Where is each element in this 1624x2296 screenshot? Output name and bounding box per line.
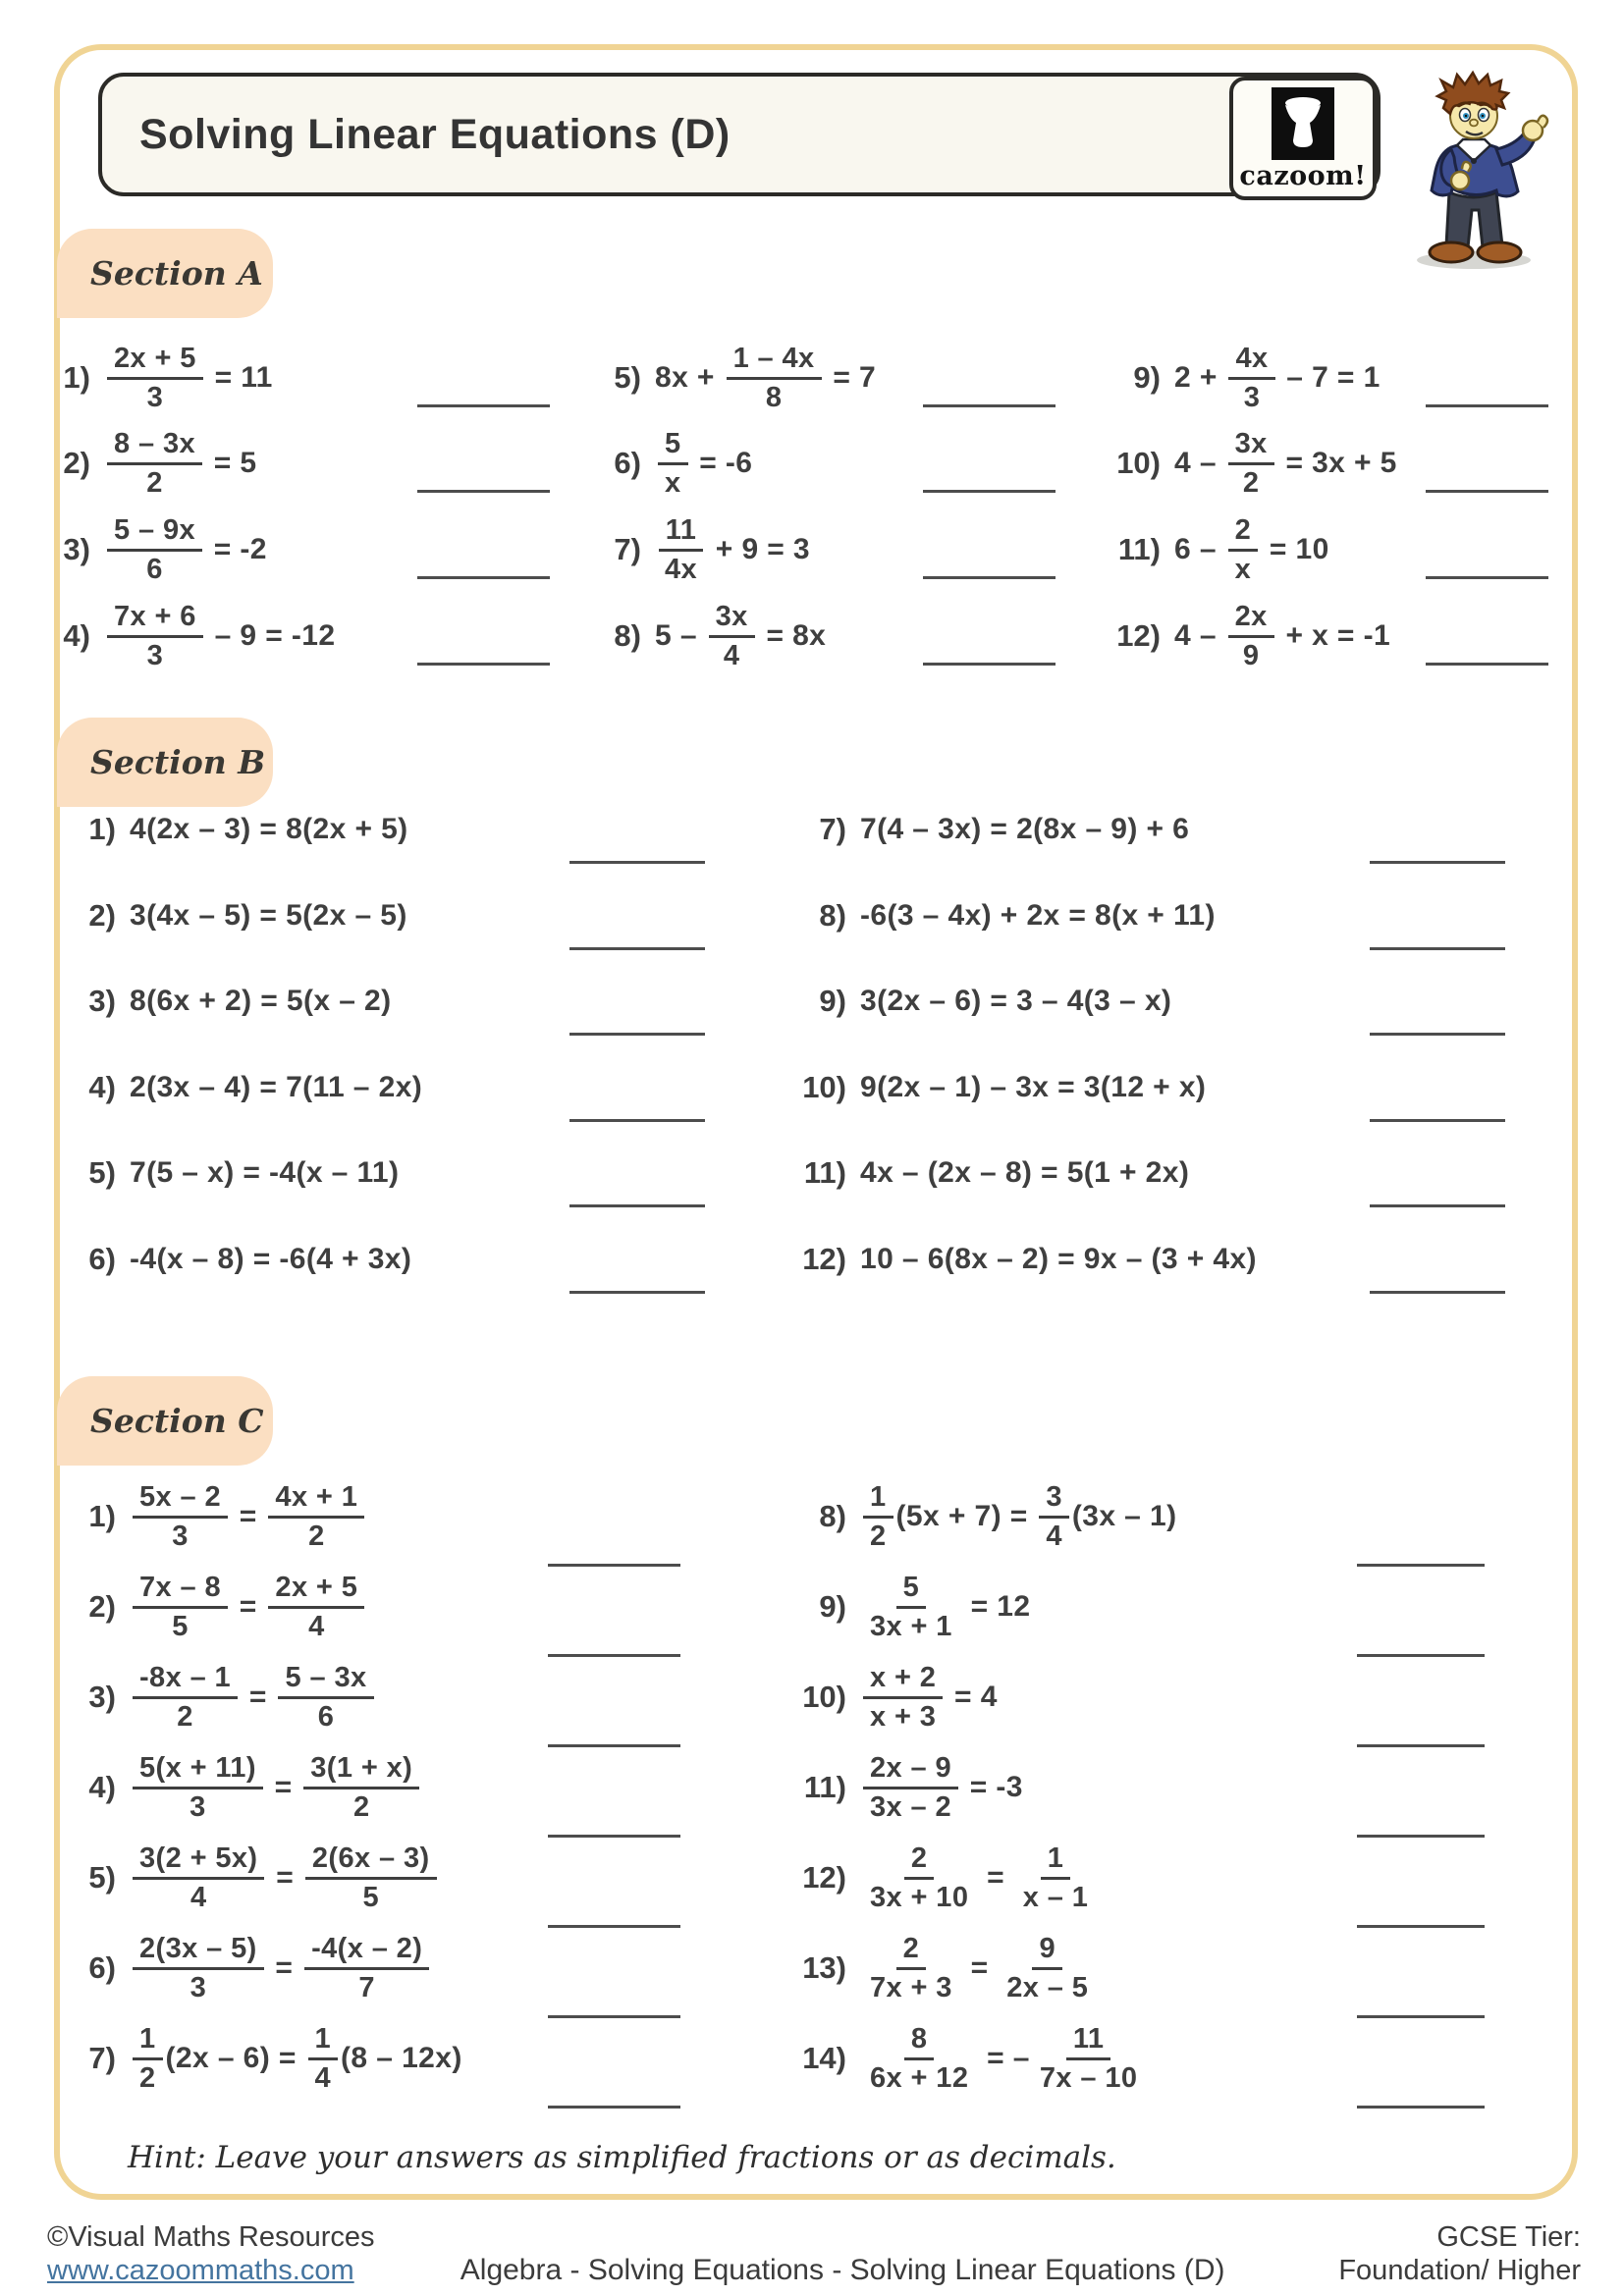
equation: $\frac{2}{7x + 3}$ = $\frac{9}{2x - 5}$ bbox=[860, 1933, 1098, 2003]
fraction: $\frac{3(1 + x)}{2}$ bbox=[303, 1752, 419, 1823]
equation: $\frac{1}{2}$ (5x + 7) = $\frac{3}{4}$ (3x – 1) bbox=[860, 1481, 1176, 1552]
fraction: $\frac{2x + 5}{4}$ bbox=[268, 1572, 364, 1642]
problem-number: 6) bbox=[614, 446, 641, 480]
fraction: $\frac{-4(x - 2)}{7}$ bbox=[304, 1933, 429, 2003]
equation: 2 + $\frac{4x}{3}$ – 7 = 1 bbox=[1174, 343, 1380, 413]
website-link[interactable]: www.cazoommaths.com bbox=[47, 2255, 354, 2286]
fraction: $\frac{4x + 1}{2}$ bbox=[268, 1481, 364, 1552]
equation: 4(2x – 3) = 8(2x + 5) bbox=[130, 813, 408, 845]
equation: $\frac{5(x + 11)}{3}$ = $\frac{3(1 + x)}{2}$ bbox=[130, 1752, 422, 1823]
fraction: $\frac{5 - 3x}{6}$ bbox=[278, 1662, 373, 1733]
problem-number: 1) bbox=[88, 812, 116, 846]
fraction: $\frac{7x + 6}{3}$ bbox=[107, 601, 203, 671]
fraction: $\frac{1}{2}$ bbox=[133, 2023, 163, 2094]
answer-line[interactable] bbox=[548, 2015, 680, 2018]
answer-line[interactable] bbox=[1357, 2106, 1485, 2109]
fraction: $\frac{5}{x}$ bbox=[658, 428, 688, 499]
equation: $\frac{8 - 3x}{2}$ = 5 bbox=[104, 428, 257, 499]
problem-number: 8) bbox=[614, 618, 641, 653]
problem-number: 11) bbox=[803, 1770, 846, 1804]
answer-line[interactable] bbox=[548, 1564, 680, 1567]
fraction: $\frac{2x}{9}$ bbox=[1228, 601, 1274, 671]
fraction: $\frac{3(2 + 5x)}{4}$ bbox=[133, 1842, 264, 1913]
problem-number: 5) bbox=[88, 1155, 116, 1190]
problem-number: 7) bbox=[819, 812, 846, 846]
problem-number: 12) bbox=[802, 1860, 846, 1895]
equation: 8x + $\frac{1 - 4x}{8}$ = 7 bbox=[655, 343, 877, 413]
fraction: $\frac{11}{7x - 10}$ bbox=[1039, 2023, 1138, 2094]
answer-line[interactable] bbox=[548, 1654, 680, 1657]
footer-category: Algebra - Solving Equations - Solving Linear Equations (D) bbox=[460, 2254, 1225, 2286]
problem-number: 9) bbox=[819, 984, 846, 1018]
fraction: $\frac{1 - 4x}{8}$ bbox=[727, 343, 822, 413]
equation: 5 – $\frac{3x}{4}$ = 8x bbox=[655, 601, 827, 671]
equation: 3(2x – 6) = 3 – 4(3 – x) bbox=[860, 985, 1172, 1017]
fraction: $\frac{1}{x - 1}$ bbox=[1022, 1842, 1089, 1913]
answer-line[interactable] bbox=[1357, 2015, 1485, 2018]
fraction: $\frac{2}{7x + 3}$ bbox=[870, 1933, 952, 2003]
fraction: $\frac{3x}{4}$ bbox=[709, 601, 755, 671]
answer-line[interactable] bbox=[548, 1925, 680, 1928]
equation: $\frac{7x + 6}{3}$ – 9 = -12 bbox=[104, 601, 335, 671]
fraction: $\frac{5x - 2}{3}$ bbox=[133, 1481, 228, 1552]
page-title: Solving Linear Equations (D) bbox=[139, 110, 731, 158]
equation: 4x – (2x – 8) = 5(1 + 2x) bbox=[860, 1156, 1190, 1189]
equation: -4(x – 8) = -6(4 + 3x) bbox=[130, 1243, 412, 1275]
problem-number: 7) bbox=[614, 532, 641, 566]
equation: 3(4x – 5) = 5(2x – 5) bbox=[130, 899, 407, 932]
fraction: $\frac{2(3x - 5)}{3}$ bbox=[133, 1933, 264, 2003]
problem-number: 3) bbox=[88, 1680, 116, 1714]
equation: $\frac{2(3x - 5)}{3}$ = $\frac{-4(x - 2)}{7}$ bbox=[130, 1933, 432, 2003]
fraction: $\frac{2(6x - 3)}{5}$ bbox=[305, 1842, 437, 1913]
fraction: $\frac{x + 2}{x + 3}$ bbox=[863, 1662, 943, 1733]
equation: $\frac{1}{2}$ (2x – 6) = $\frac{1}{4}$ (8 – 12x) bbox=[130, 2023, 462, 2094]
problem-number: 1) bbox=[88, 1499, 116, 1533]
equation: $\frac{-8x - 1}{2}$ = $\frac{5 - 3x}{6}$ bbox=[130, 1662, 377, 1733]
fraction: $\frac{2}{x}$ bbox=[1228, 514, 1259, 585]
equation: $\frac{5}{3x + 1}$ = 12 bbox=[860, 1572, 1030, 1642]
fraction: $\frac{9}{2x - 5}$ bbox=[1006, 1933, 1089, 2003]
problem-number: 9) bbox=[819, 1589, 846, 1624]
problem-number: 2) bbox=[88, 1589, 116, 1624]
problem-number: 4) bbox=[88, 1770, 116, 1804]
fraction: $\frac{1}{4}$ bbox=[308, 2023, 339, 2094]
problem-number: 12) bbox=[802, 1242, 846, 1276]
equation: 4 – $\frac{3x}{2}$ = 3x + 5 bbox=[1174, 428, 1397, 499]
equation: $\frac{5x - 2}{3}$ = $\frac{4x + 1}{2}$ bbox=[130, 1481, 367, 1552]
problem-number: 12) bbox=[1116, 618, 1161, 653]
fraction: $\frac{3x}{2}$ bbox=[1228, 428, 1274, 499]
problem-number: 9) bbox=[1133, 360, 1161, 395]
answer-line[interactable] bbox=[1357, 1835, 1485, 1838]
equation: $\frac{11}{4x}$ + 9 = 3 bbox=[655, 514, 810, 585]
problem-number: 6) bbox=[88, 1242, 116, 1276]
problem-number: 2) bbox=[88, 898, 116, 933]
problem-item bbox=[61, 2004, 462, 2112]
fraction: $\frac{2x - 9}{3x - 2}$ bbox=[863, 1752, 958, 1823]
section-a-label: Section A bbox=[90, 254, 263, 293]
equation: 8(6x + 2) = 5(x – 2) bbox=[130, 985, 392, 1017]
answer-line[interactable] bbox=[1357, 1564, 1485, 1567]
fraction: $\frac{5(x + 11)}{3}$ bbox=[133, 1752, 263, 1823]
equation: $\frac{7x - 8}{5}$ = $\frac{2x + 5}{4}$ bbox=[130, 1572, 367, 1642]
equation: 7(4 – 3x) = 2(8x – 9) + 6 bbox=[860, 813, 1190, 845]
problem-number: 10) bbox=[802, 1070, 846, 1104]
problem-number: 14) bbox=[802, 2041, 846, 2075]
logo-wordmark: cazoom! bbox=[1239, 161, 1367, 191]
section-c-label: Section C bbox=[90, 1402, 264, 1440]
equation: 7(5 – x) = -4(x – 11) bbox=[130, 1156, 400, 1189]
fraction: $\frac{7x - 8}{5}$ bbox=[133, 1572, 228, 1642]
problem-number: 7) bbox=[88, 2041, 116, 2075]
equation: $\frac{5 - 9x}{6}$ = -2 bbox=[104, 514, 267, 585]
answer-line[interactable] bbox=[1357, 1925, 1485, 1928]
equation: -6(3 – 4x) + 2x = 8(x + 11) bbox=[860, 899, 1216, 932]
fraction: $\frac{-8x - 1}{2}$ bbox=[133, 1662, 238, 1733]
problem-number: 4) bbox=[88, 1070, 116, 1104]
fraction: $\frac{2}{3x + 10}$ bbox=[870, 1842, 969, 1913]
equation: $\frac{x + 2}{x + 3}$ = 4 bbox=[860, 1662, 998, 1733]
fraction: $\frac{5 - 9x}{6}$ bbox=[107, 514, 202, 585]
fraction: $\frac{1}{2}$ bbox=[863, 1481, 893, 1552]
fraction: $\frac{5}{3x + 1}$ bbox=[870, 1572, 952, 1642]
equation: 4 – $\frac{2x}{9}$ + x = -1 bbox=[1174, 601, 1391, 671]
answer-line[interactable] bbox=[1357, 1744, 1485, 1747]
problem-number: 5) bbox=[614, 360, 641, 395]
equation: $\frac{3(2 + 5x)}{4}$ = $\frac{2(6x - 3)}{5}$ bbox=[130, 1842, 440, 1913]
problem-number: 3) bbox=[88, 984, 116, 1018]
fraction: $\frac{2x + 5}{3}$ bbox=[107, 343, 203, 413]
problem-number: 6) bbox=[88, 1950, 116, 1985]
answer-line[interactable] bbox=[548, 2106, 680, 2109]
problem-number: 2) bbox=[63, 446, 90, 480]
equation: $\frac{2}{3x + 10}$ = $\frac{1}{x - 1}$ bbox=[860, 1842, 1098, 1913]
answer-line[interactable] bbox=[1357, 1654, 1485, 1657]
problem-number: 1) bbox=[63, 360, 90, 395]
problem-number: 3) bbox=[63, 532, 90, 566]
copyright-text: ©Visual Maths Resources bbox=[47, 2221, 375, 2253]
equation: 2(3x – 4) = 7(11 – 2x) bbox=[130, 1071, 423, 1103]
equation: 9(2x – 1) – 3x = 3(12 + x) bbox=[860, 1071, 1207, 1103]
equation: $\frac{2x + 5}{3}$ = 11 bbox=[104, 343, 273, 413]
problem-number: 4) bbox=[63, 618, 90, 653]
fraction: $\frac{8}{6x + 12}$ bbox=[870, 2023, 969, 2094]
equation: $\frac{5}{x}$ = -6 bbox=[655, 428, 752, 499]
equation: 6 – $\frac{2}{x}$ = 10 bbox=[1174, 514, 1329, 585]
fraction: $\frac{11}{4x}$ bbox=[658, 514, 704, 585]
problem-number: 8) bbox=[819, 898, 846, 933]
fraction: $\frac{8 - 3x}{2}$ bbox=[107, 428, 202, 499]
problem-number: 10) bbox=[1116, 446, 1161, 480]
problem-number: 11) bbox=[803, 1155, 846, 1190]
problem-number: 8) bbox=[819, 1499, 846, 1533]
gcse-tier-value: Foundation/ Higher bbox=[1338, 2255, 1581, 2286]
section-b-label: Section B bbox=[90, 743, 266, 781]
problem-number: 10) bbox=[802, 1680, 846, 1714]
hint-text: Hint: Leave your answers as simplified fractions or as decimals. bbox=[128, 2140, 1116, 2175]
equation: 10 – 6(8x – 2) = 9x – (3 + 4x) bbox=[860, 1243, 1257, 1275]
fraction: $\frac{4x}{3}$ bbox=[1228, 343, 1274, 413]
problem-item bbox=[778, 2004, 1147, 2112]
answer-line[interactable] bbox=[548, 1744, 680, 1747]
problem-number: 5) bbox=[88, 1860, 116, 1895]
gcse-tier-label: GCSE Tier: bbox=[1436, 2221, 1581, 2253]
answer-line[interactable] bbox=[548, 1835, 680, 1838]
problem-number: 13) bbox=[802, 1950, 846, 1985]
problem-number: 11) bbox=[1117, 532, 1161, 566]
fraction: $\frac{3}{4}$ bbox=[1039, 1481, 1069, 1552]
equation: $\frac{8}{6x + 12}$ = – $\frac{11}{7x - 10}$ bbox=[860, 2023, 1147, 2094]
equation: $\frac{2x - 9}{3x - 2}$ = -3 bbox=[860, 1752, 1023, 1823]
